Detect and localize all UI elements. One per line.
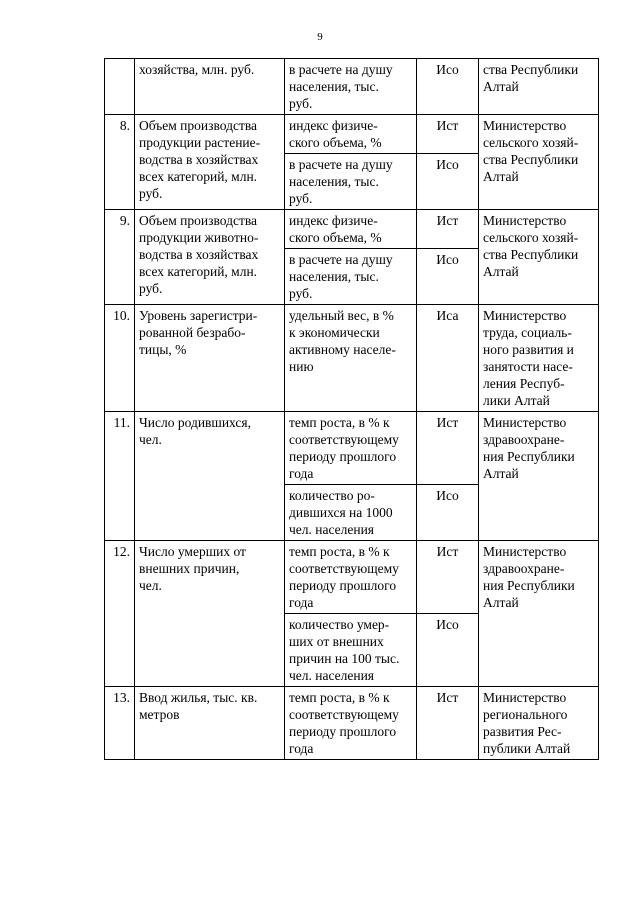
row-number-cell: 13.: [105, 687, 135, 760]
indicator-name-cell-line: внешних причин,: [139, 561, 240, 576]
indicator-name-cell-line: всех категорий, млн.: [139, 169, 258, 184]
responsible-org-cell-line: Министерство: [483, 544, 567, 559]
responsible-org-cell-line: Министерство: [483, 415, 567, 430]
indicator-name-cell-line: продукции растение-: [139, 135, 261, 150]
responsible-org-cell-line: регионального: [483, 707, 568, 722]
responsible-org-cell-line: ния Республики: [483, 578, 575, 593]
unit-cell: [285, 687, 417, 760]
responsible-org-cell-line: ного развития и: [483, 342, 574, 357]
unit-cell-line: года: [289, 741, 314, 756]
responsible-org-cell-line: Министерство: [483, 118, 567, 133]
indicator-name-cell-line: Уровень зарегистри-: [139, 308, 258, 323]
unit-cell-line: количество умер-: [289, 617, 390, 632]
responsible-org-cell-line: Алтай: [483, 595, 519, 610]
indicator-name-cell-line: продукции животно-: [139, 230, 259, 245]
indicator-name-cell-line: чел.: [139, 432, 162, 447]
unit-cell-line: ского объема, %: [289, 135, 382, 150]
indicator-name-cell-line: метров: [139, 707, 180, 722]
indicator-name-cell: [135, 210, 285, 305]
unit-cell: [285, 614, 417, 687]
responsible-org-cell: [479, 541, 599, 687]
indicator-name-cell: [135, 541, 285, 687]
indicator-name-cell: [135, 115, 285, 210]
unit-cell: [285, 210, 417, 249]
table-row: [105, 412, 599, 485]
indicators-table: [104, 58, 599, 760]
row-number-cell: 12.: [105, 541, 135, 687]
table-row: [105, 210, 599, 249]
responsible-org-cell: [479, 115, 599, 210]
unit-cell-line: года: [289, 466, 314, 481]
indicator-name-cell: [135, 687, 285, 760]
unit-cell: [285, 115, 417, 154]
unit-cell-line: чел. населения: [289, 668, 375, 683]
row-number-cell: 8.: [105, 115, 135, 210]
responsible-org-cell-line: развития Рес-: [483, 724, 562, 739]
page-number: 9: [317, 31, 323, 43]
responsible-org-cell-line: здравоохране-: [483, 561, 565, 576]
table-row: [105, 541, 599, 614]
responsible-org-cell: [479, 305, 599, 412]
responsible-org-cell-line: Министерство: [483, 308, 567, 323]
source-code-cell: Исо: [417, 154, 479, 210]
unit-cell-line: количество ро-: [289, 488, 375, 503]
unit-cell: [285, 154, 417, 210]
responsible-org-cell: [479, 210, 599, 305]
responsible-org-cell-line: ства Республики: [483, 152, 579, 167]
indicator-name-cell-line: Объем производства: [139, 118, 258, 133]
unit-cell-line: периоду прошлого: [289, 578, 397, 593]
responsible-org-cell-line: Алтай: [483, 264, 519, 279]
unit-cell-line: чел. населения: [289, 522, 375, 537]
indicator-name-cell-line: водства в хозяйствах: [139, 152, 259, 167]
responsible-org-cell: [479, 412, 599, 541]
unit-cell: [285, 59, 417, 115]
indicator-name-cell-line: водства в хозяйствах: [139, 247, 259, 262]
source-code-cell: Ист: [417, 687, 479, 760]
unit-cell-line: индекс физиче-: [289, 118, 378, 133]
source-code-cell: Иса: [417, 305, 479, 412]
unit-cell: [285, 305, 417, 412]
row-number-cell: 9.: [105, 210, 135, 305]
unit-cell-line: нию: [289, 359, 314, 374]
unit-cell-line: населения, тыс.: [289, 174, 379, 189]
indicator-name-cell-line: Число умерших от: [139, 544, 246, 559]
unit-cell-line: темп роста, в % к: [289, 415, 390, 430]
source-code-cell: Ист: [417, 412, 479, 485]
unit-cell-line: соответствующему: [289, 432, 399, 447]
unit-cell-line: в расчете на душу: [289, 157, 393, 172]
table-row: [105, 687, 599, 760]
unit-cell: [285, 541, 417, 614]
unit-cell-line: темп роста, в % к: [289, 690, 390, 705]
responsible-org-cell-line: труда, социаль-: [483, 325, 572, 340]
unit-cell-line: удельный вес, в %: [289, 308, 394, 323]
indicator-name-cell: [135, 59, 285, 115]
indicator-name-cell-line: Ввод жилья, тыс. кв.: [139, 690, 258, 705]
responsible-org-cell: [479, 687, 599, 760]
indicator-name-cell-line: тицы, %: [139, 342, 187, 357]
source-code-cell: Ист: [417, 541, 479, 614]
unit-cell-line: населения, тыс.: [289, 79, 379, 94]
unit-cell-line: соответствующему: [289, 561, 399, 576]
responsible-org-cell-line: занятости насе-: [483, 359, 573, 374]
responsible-org-cell-line: Алтай: [483, 466, 519, 481]
unit-cell: [285, 485, 417, 541]
source-code-cell: Ист: [417, 210, 479, 249]
responsible-org-cell: [479, 59, 599, 115]
unit-cell-line: года: [289, 595, 314, 610]
indicator-name-cell-line: руб.: [139, 186, 163, 201]
unit-cell-line: причин на 100 тыс.: [289, 651, 400, 666]
table-row: [105, 305, 599, 412]
unit-cell-line: в расчете на душу: [289, 252, 393, 267]
unit-cell-line: руб.: [289, 96, 313, 111]
unit-cell-line: темп роста, в % к: [289, 544, 390, 559]
unit-cell-line: периоду прошлого: [289, 449, 397, 464]
responsible-org-cell-line: ния Республики: [483, 449, 575, 464]
responsible-org-cell-line: Министерство: [483, 213, 567, 228]
indicator-name-cell-line: Объем производства: [139, 213, 258, 228]
indicator-name-cell-line: чел.: [139, 578, 162, 593]
responsible-org-cell-line: ления Респуб-: [483, 376, 565, 391]
table-row: [105, 59, 599, 115]
responsible-org-cell-line: лики Алтай: [483, 393, 550, 408]
unit-cell-line: руб.: [289, 286, 313, 301]
unit-cell-line: соответствующему: [289, 707, 399, 722]
unit-cell-line: в расчете на душу: [289, 62, 393, 77]
responsible-org-cell-line: публики Алтай: [483, 741, 571, 756]
indicator-name-cell-line: хозяйства, млн. руб.: [139, 62, 255, 77]
unit-cell: [285, 249, 417, 305]
responsible-org-cell-line: сельского хозяй-: [483, 230, 579, 245]
table-row: [105, 115, 599, 154]
unit-cell-line: к экономически: [289, 325, 380, 340]
indicator-name-cell: [135, 305, 285, 412]
indicator-name-cell-line: руб.: [139, 281, 163, 296]
row-number-cell: 11.: [105, 412, 135, 541]
row-number-cell: [105, 59, 135, 115]
indicator-name-cell-line: всех категорий, млн.: [139, 264, 258, 279]
unit-cell-line: активному населе-: [289, 342, 396, 357]
responsible-org-cell-line: сельского хозяй-: [483, 135, 579, 150]
unit-cell: [285, 412, 417, 485]
source-code-cell: Исо: [417, 59, 479, 115]
source-code-cell: Исо: [417, 614, 479, 687]
unit-cell-line: ших от внешних: [289, 634, 384, 649]
unit-cell-line: дившихся на 1000: [289, 505, 393, 520]
responsible-org-cell-line: Алтай: [483, 79, 519, 94]
indicator-name-cell-line: рованной безрабо-: [139, 325, 246, 340]
responsible-org-cell-line: здравоохране-: [483, 432, 565, 447]
unit-cell-line: руб.: [289, 191, 313, 206]
source-code-cell: Исо: [417, 485, 479, 541]
responsible-org-cell-line: ства Республики: [483, 247, 579, 262]
source-code-cell: Исо: [417, 249, 479, 305]
unit-cell-line: ского объема, %: [289, 230, 382, 245]
responsible-org-cell-line: ства Республики: [483, 62, 579, 77]
indicator-name-cell: [135, 412, 285, 541]
indicator-name-cell-line: Число родившихся,: [139, 415, 251, 430]
responsible-org-cell-line: Министерство: [483, 690, 567, 705]
responsible-org-cell-line: Алтай: [483, 169, 519, 184]
row-number-cell: 10.: [105, 305, 135, 412]
unit-cell-line: индекс физиче-: [289, 213, 378, 228]
unit-cell-line: населения, тыс.: [289, 269, 379, 284]
unit-cell-line: периоду прошлого: [289, 724, 397, 739]
source-code-cell: Ист: [417, 115, 479, 154]
